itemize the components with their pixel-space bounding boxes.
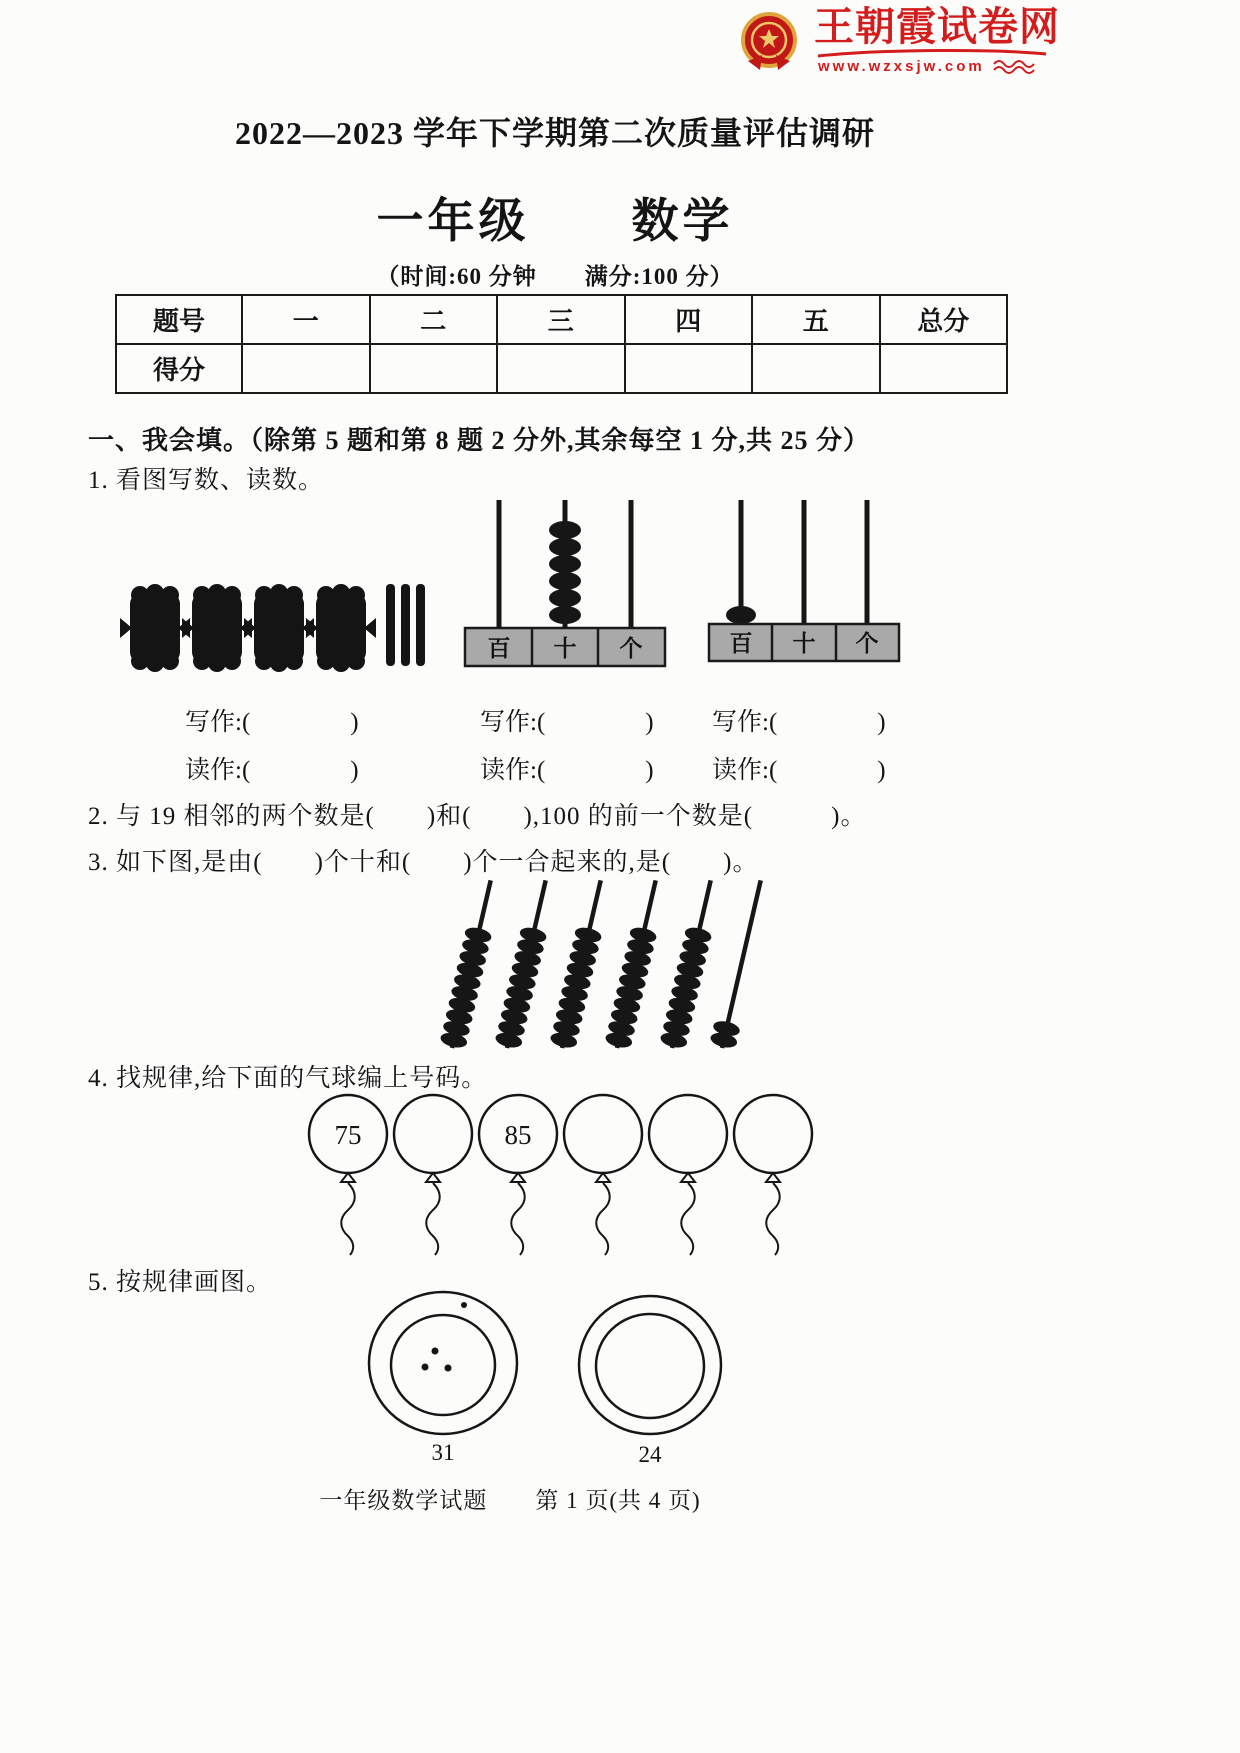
brand-logo <box>736 6 1066 75</box>
rod-of-ten <box>439 877 504 1051</box>
score-table-col-5: 五 <box>752 295 880 344</box>
balloon-5 <box>649 1095 727 1255</box>
brand-seal-icon <box>736 10 802 76</box>
circle-label-24: 24 <box>638 1442 662 1467</box>
center-dot <box>422 1364 429 1371</box>
place-label-ones: 个 <box>855 631 879 656</box>
abacus-beads-tens <box>549 521 581 624</box>
rod-of-ones <box>709 877 770 1051</box>
brand-url-row <box>818 58 1066 75</box>
brand-underline-swoosh <box>816 48 1048 58</box>
question-4-text: 4. 找规律,给下面的气球编上号码。 <box>88 1065 488 1092</box>
score-table-header-row <box>116 295 1007 344</box>
ring-dot <box>461 1302 467 1308</box>
score-table-score-label: 得分 <box>116 344 242 393</box>
place-label-ones: 个 <box>619 636 643 661</box>
bead-rods-graphic <box>400 872 770 1054</box>
pattern-circle-2 <box>579 1296 721 1467</box>
rod-of-ten <box>549 877 614 1051</box>
circle-label-31: 31 <box>431 1440 455 1465</box>
center-dot <box>432 1348 439 1355</box>
balloon-number: 75 <box>334 1120 362 1150</box>
place-label-hundreds: 百 <box>729 631 753 656</box>
stick-bundles-graphic <box>118 578 448 678</box>
score-table-col-1: 一 <box>242 295 370 344</box>
score-cell <box>625 344 753 393</box>
single-stick <box>401 584 410 666</box>
write-blank-1: 写作:( ) <box>185 709 359 736</box>
question-1-text: 1. 看图写数、读数。 <box>88 467 325 494</box>
read-blank-2: 读作:( ) <box>480 757 654 784</box>
pattern-circle-1 <box>369 1292 517 1465</box>
place-label-hundreds: 百 <box>487 636 511 661</box>
score-table-col-3: 三 <box>497 295 625 344</box>
page-footer: 一年级数学试题 第 1 页(共 4 页) <box>319 1488 701 1513</box>
balloon-number: 85 <box>504 1120 532 1150</box>
bundle-of-ten <box>182 584 252 672</box>
brand-url: www.wzxsjw.com <box>818 58 985 75</box>
score-table-col-total: 总分 <box>880 295 1008 344</box>
score-cell <box>242 344 370 393</box>
bundle-of-ten <box>244 584 314 672</box>
single-stick <box>416 584 425 666</box>
pattern-circles-graphic <box>355 1288 775 1470</box>
single-stick <box>386 584 395 666</box>
score-table <box>115 294 1008 394</box>
question-2-text: 2. 与 19 相邻的两个数是( )和( ),100 的前一个数是( )。 <box>88 803 867 830</box>
bundle-of-ten <box>120 584 190 672</box>
read-blank-1: 读作:( ) <box>185 757 359 784</box>
balloon-6 <box>734 1095 812 1255</box>
exam-subject: 一年级 数学 <box>376 196 734 248</box>
score-table-col-2: 二 <box>370 295 498 344</box>
exam-time-score-meta: （时间:60 分钟 满分:100 分） <box>376 264 734 289</box>
score-cell <box>370 344 498 393</box>
question-3-text: 3. 如下图,是由( )个十和( )个一合起来的,是( )。 <box>88 849 759 876</box>
score-table-col-4: 四 <box>625 295 753 344</box>
write-blank-2: 写作:( ) <box>480 709 654 736</box>
wave-decoration-icon <box>993 59 1039 75</box>
rod-of-ten <box>604 877 669 1051</box>
balloon-1 <box>309 1095 387 1255</box>
exam-title: 2022—2023 学年下学期第二次质量评估调研 <box>234 115 875 151</box>
balloon-4 <box>564 1095 642 1255</box>
rod-of-ten <box>494 877 559 1051</box>
balloon-2 <box>394 1095 472 1255</box>
abacus-graphic-1 <box>462 500 668 670</box>
place-label-tens: 十 <box>553 636 577 661</box>
read-blank-3: 读作:( ) <box>712 757 886 784</box>
brand-name: 王朝霞试卷网 <box>814 5 1060 49</box>
score-cell <box>497 344 625 393</box>
write-blank-3: 写作:( ) <box>712 709 886 736</box>
bundle-of-ten <box>306 584 376 672</box>
score-table-question-label: 题号 <box>116 295 242 344</box>
place-label-tens: 十 <box>792 631 816 656</box>
balloons-graphic <box>303 1086 823 1258</box>
center-dot <box>445 1365 452 1372</box>
section-1-heading: 一、我会填。（除第 5 题和第 8 题 2 分外,其余每空 1 分,共 25 分） <box>88 426 871 455</box>
score-cell <box>880 344 1008 393</box>
score-table-score-row <box>116 344 1007 393</box>
abacus-graphic-2 <box>706 500 902 668</box>
abacus-bead-hundreds <box>726 606 756 624</box>
balloon-3 <box>479 1095 557 1255</box>
score-cell <box>752 344 880 393</box>
question-5-text: 5. 按规律画图。 <box>88 1269 273 1296</box>
